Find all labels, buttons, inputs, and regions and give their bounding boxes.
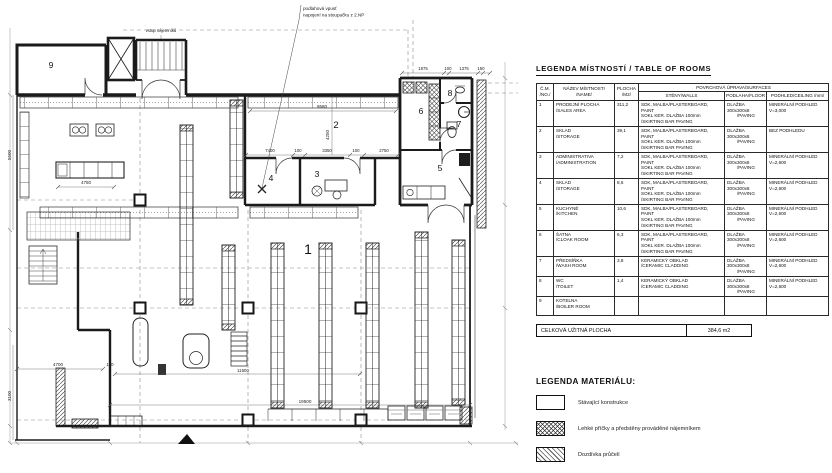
shelving-rack	[452, 240, 465, 405]
room-label-5: 5	[437, 163, 443, 173]
dim: 100	[352, 148, 360, 153]
room-floor: DLAŽBA 300x300x8 /PAVING	[725, 204, 767, 230]
office-desk	[312, 180, 347, 199]
table-row	[537, 204, 829, 230]
dim: 100	[444, 66, 452, 71]
window-box	[445, 406, 462, 420]
table-row	[537, 152, 829, 178]
room-area: 3,8	[615, 256, 639, 276]
room-walls: SDK, MALBA/PLASTERBOARD, PAINT SOKL KER. DLAŽBA 100mm /SKIRTING BAR PAVING	[639, 100, 725, 126]
room-walls: SDK, MALBA/PLASTERBOARD, PAINT SOKL KER. DLAŽBA 100mm /SKIRTING BAR PAVING	[639, 178, 725, 204]
room-name: ŠATNA /CLOAK ROOM	[554, 230, 615, 256]
dim: 100	[106, 362, 114, 367]
dim: 11500	[237, 368, 249, 373]
room-ceiling: MINERÁLNÍ PODHLED V=2,600	[767, 230, 829, 256]
existing-construction-swatch	[536, 395, 565, 410]
room-ceiling: MINERÁLNÍ PODHLED V=2,600	[767, 256, 829, 276]
dim: 9580	[316, 104, 328, 109]
room-label-7: 7	[456, 119, 462, 129]
dim: 19500	[298, 399, 312, 404]
total-area-bar	[536, 324, 752, 337]
room-ceiling	[767, 297, 829, 316]
room-no: 2	[537, 126, 554, 152]
shelving-rack	[222, 245, 235, 330]
dim: 3350	[322, 148, 332, 153]
entry-label: vstup nájemníků	[145, 28, 177, 33]
shelving-rack	[271, 243, 284, 408]
dim: 7400	[265, 148, 275, 153]
room-label-2: 2	[333, 120, 339, 131]
kitchen-counter	[403, 153, 471, 199]
col-header-surfaces: POVRCHOVÁ ÚPRAVA/SURFACES	[639, 83, 829, 92]
room-name: SKLAD /STORAGE	[554, 126, 615, 152]
entrance-marker	[178, 434, 195, 444]
room-walls: KERAMICKÝ OBKLAD /CERAMIC CLADDING	[639, 256, 725, 276]
dim: 3100	[7, 390, 12, 402]
room-floor: DLAŽBA 300x300x8 /PAVING	[725, 100, 767, 126]
room-label-9: 9	[48, 60, 54, 70]
facade-infill-swatch	[536, 447, 565, 462]
annotation-line1: podlahová vpusť	[303, 6, 337, 11]
table-row	[537, 276, 829, 296]
room-area: 1,4	[615, 276, 639, 296]
room-no: 5	[537, 204, 554, 230]
room-no: 9	[537, 297, 554, 316]
sink	[455, 86, 465, 93]
total-area-label: CELKOVÁ UŽITNÁ PLOCHA	[536, 324, 687, 337]
room-walls	[639, 297, 725, 316]
room-ceiling: MINERÁLNÍ PODHLED V=2,600	[767, 204, 829, 230]
room-ceiling: MINERÁLNÍ PODHLED V=2,600	[767, 276, 829, 296]
room-floor: DLAŽBA 300x300x8 /PAVING	[725, 152, 767, 178]
room-floor: DLAŽBA 300x300x8 /PAVING	[725, 230, 767, 256]
dim: 1975	[418, 66, 428, 71]
table-row	[537, 178, 829, 204]
legend-item-existing: Stávající konstrukce	[536, 395, 828, 410]
shelving-rack	[415, 232, 428, 408]
dim: 4750	[80, 180, 92, 185]
col-header-walls: STĚNY/WALLS	[639, 92, 725, 101]
shelving-rack	[319, 243, 332, 408]
room-no: 8	[537, 276, 554, 296]
shelving-rack	[230, 100, 243, 198]
ladder-rack	[231, 332, 247, 366]
rooms-table-title: LEGENDA MÍSTNOSTÍ / TABLE OF ROOMS	[536, 64, 711, 76]
service-counter	[56, 162, 124, 178]
table-row	[537, 126, 829, 152]
room-floor: DLAŽBA 300x300x8 /PAVING	[725, 256, 767, 276]
room-walls: SDK, MALBA/PLASTERBOARD, PAINT SOKL KER. DLAŽBA 100mm /SKIRTING BAR PAVING	[639, 204, 725, 230]
table-row	[537, 230, 829, 256]
gas-meter	[459, 107, 470, 118]
materials-legend	[536, 377, 828, 462]
room-no: 3	[537, 152, 554, 178]
room-area: 7,2	[615, 152, 639, 178]
col-header-area: PLOCHA /M2/	[615, 83, 639, 100]
room-floor: DLAŽBA 300x300x8 /PAVING	[725, 178, 767, 204]
room-walls: SDK, MALBA/PLASTERBOARD, PAINT SOKL KER. DLAŽBA 100mm /SKIRTING BAR PAVING	[639, 126, 725, 152]
room-no: 7	[537, 256, 554, 276]
table-unit	[70, 124, 88, 136]
room-walls: SDK, MALBA/PLASTERBOARD, PAINT SOKL KER. DLAŽBA 100mm /SKIRTING BAR PAVING	[639, 152, 725, 178]
table-row	[537, 297, 829, 316]
room-area: 39,1	[615, 126, 639, 152]
room-floor: DLAŽBA 300x300x8 /PAVING	[725, 126, 767, 152]
materials-legend-title: LEGENDA MATERIÁLU:	[536, 377, 636, 386]
room-name: SKLAD /STORAGE	[554, 178, 615, 204]
legend-panel	[536, 58, 828, 473]
room-floor	[725, 297, 767, 316]
shelving-rack	[366, 243, 379, 408]
room-ceiling: MINERÁLNÍ PODHLED V=3,000	[767, 100, 829, 126]
dim: 100	[294, 148, 302, 153]
stairs-top	[136, 42, 186, 70]
room-area: 6,3	[615, 230, 639, 256]
room-walls: KERAMICKÝ OBKLAD /CERAMIC CLADDING	[639, 276, 725, 296]
room-name: KOTELNA /BOILER ROOM	[554, 297, 615, 316]
legend-item-light-partitions: Lehké příčky a předstěny prováděné nájemníkem	[536, 421, 828, 436]
shelving-rack	[180, 125, 193, 305]
checkout	[133, 318, 209, 375]
room-ceiling: MINERÁLNÍ PODHLED V=2,600	[767, 152, 829, 178]
table-row	[537, 100, 829, 126]
total-area-value: 384,6 m2	[686, 324, 752, 337]
col-header-name: NÁZEV MÍSTNOSTI /NAME/	[554, 83, 615, 100]
room-ceiling: BEZ PODHLEDU	[767, 126, 829, 152]
window-box	[426, 406, 443, 420]
room-name: WC /TOILET	[554, 276, 615, 296]
toilet	[447, 122, 457, 138]
room-walls: SDK, MALBA/PLASTERBOARD, PAINT SOKL KER. DLAŽBA 100mm /SKIRTING BAR PAVING	[639, 230, 725, 256]
room-name: KUCHYNĚ /KITCHEN	[554, 204, 615, 230]
room-no: 4	[537, 178, 554, 204]
room-label-8: 8	[447, 88, 453, 98]
legend-item-facade-infill: Dozdívka průčelí	[536, 447, 828, 462]
annotation-line2: napojení na stoupačku z 2.NP	[303, 12, 365, 18]
stairs-bottom-left	[29, 246, 57, 284]
window-box	[388, 406, 405, 420]
room-floor: DLAŽBA 300x300x8 /PAVING	[725, 276, 767, 296]
col-header-floor: PODLAHA/FLOOR	[725, 92, 767, 101]
room-label-3: 3	[314, 169, 320, 179]
dim: 2750	[379, 148, 389, 153]
dim: 4700	[52, 362, 64, 367]
room-area	[615, 297, 639, 316]
room-label-6: 6	[418, 106, 424, 116]
room-no: 6	[537, 230, 554, 256]
room-ceiling: MINERÁLNÍ PODHLED V=2,600	[767, 178, 829, 204]
light-partitions-swatch	[536, 421, 565, 436]
room-no: 1	[537, 100, 554, 126]
col-header-ceiling: PODHLED/CEILING /mm/	[767, 92, 829, 101]
room-area: 311,2	[615, 100, 639, 126]
room-name: ADMINISTRATIVA /ADMINISTRATION	[554, 152, 615, 178]
room-name: PRODEJNÍ PLOCHA /SALES AREA	[554, 100, 615, 126]
col-header-no: Č.M. /NO./	[537, 83, 554, 100]
rooms-table	[536, 83, 829, 317]
dim: 4250	[325, 129, 330, 141]
gondola-racks	[180, 100, 465, 408]
room-area: 10,6	[615, 204, 639, 230]
table-row	[537, 256, 829, 276]
floor-drain	[258, 185, 266, 193]
elevator	[108, 38, 134, 80]
room-label-4: 4	[268, 173, 274, 183]
dim: 5500	[7, 149, 12, 161]
room-label-1: 1	[304, 241, 312, 257]
room-area: 8,6	[615, 178, 639, 204]
dim: 1375	[459, 66, 469, 71]
dim: 150	[477, 66, 485, 71]
room-name: PŘEDSÍŇKA /WASH ROOM	[554, 256, 615, 276]
table-unit	[96, 124, 114, 136]
